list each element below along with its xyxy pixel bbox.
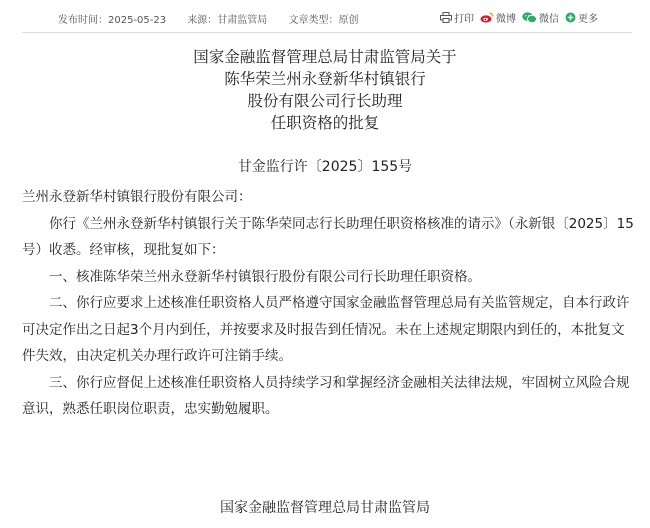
share-toolbar	[434, 10, 598, 25]
article-source: 来源：甘肃监管局	[187, 15, 268, 26]
publish-time: 发布时间：2025-05-23	[58, 15, 167, 26]
more-label: 更多	[578, 14, 598, 25]
document-body	[22, 184, 634, 423]
body-paragraph: 你行《兰州永登新华村镇银行关于陈华荣同志行长助理任职资格核准的请示》（永新银〔2025〕15号）收悉。经审核，现批复如下：	[22, 215, 634, 258]
article-type: 文章类型：原创	[288, 15, 359, 26]
title-line: 国家金融监督管理总局甘肃监管局关于	[193, 48, 457, 66]
plus-circle-icon	[565, 12, 576, 23]
addressee: 兰州永登新华村镇银行股份有限公司：	[22, 189, 252, 205]
printer-icon	[440, 12, 452, 23]
print-label: 打印	[454, 14, 474, 25]
article-meta	[58, 11, 377, 26]
title-line: 陈华荣兰州永登新华村镇银行	[224, 70, 426, 88]
body-paragraph: 二、你行应要求上述核准任职资格人员严格遵守国家金融监督管理总局有关监管规定，自本行政许可决定作出之日起3个月内到任，并按要求及时报告到任情况。未在上述规定期限内到任的，本批复文件失效，由决定机关办理行政许可注销手续。	[22, 295, 630, 364]
document-number: 甘金监行许〔2025〕155号	[237, 159, 413, 175]
weibo-share-button[interactable]	[480, 10, 516, 25]
document-title	[0, 46, 650, 134]
body-paragraph: 一、核准陈华荣兰州永登新华村镇银行股份有限公司行长助理任职资格。	[49, 268, 481, 285]
wechat-label: 微信	[539, 14, 559, 25]
wechat-icon	[522, 12, 537, 23]
issuer-signature: 国家金融监督管理总局甘肃监管局	[220, 500, 430, 516]
print-button[interactable]	[440, 10, 474, 25]
title-line: 股份有限公司行长助理	[247, 92, 403, 110]
weibo-icon	[480, 12, 494, 23]
more-share-button[interactable]	[565, 10, 598, 25]
title-line: 任职资格的批复	[270, 114, 380, 132]
body-paragraph: 三、你行应督促上述核准任职资格人员持续学习和掌握经济金融相关法律法规，牢固树立风险合规意识，熟悉任职岗位职责，忠实勤勉履职。	[22, 374, 630, 417]
article-meta-bar	[22, 0, 632, 33]
weibo-label: 微博	[496, 14, 516, 25]
wechat-share-button[interactable]	[522, 10, 559, 25]
